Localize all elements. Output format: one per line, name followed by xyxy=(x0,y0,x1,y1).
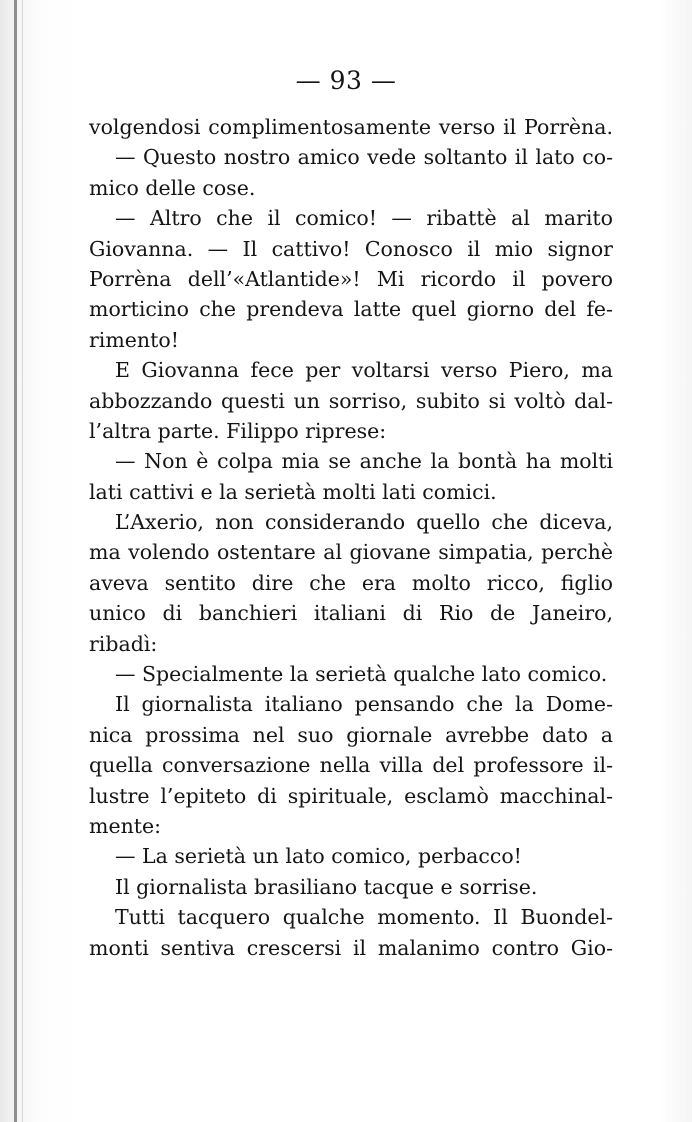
body-text xyxy=(89,112,613,963)
text-line: — Questo nostro amico vede soltanto il lato co- xyxy=(115,145,613,170)
page-number: — 93 — xyxy=(295,66,397,95)
text-line: volgendosi complimentosamente verso il Porrèna. xyxy=(89,115,613,139)
text-line: unico di banchieri italiani di Rio de Janeiro, xyxy=(89,601,613,626)
text-line: Porrèna dell’«Atlantide»! Mi ricordo il povero xyxy=(89,266,613,291)
text-line: ma volendo ostentare al giovane simpatia, perchè xyxy=(89,540,613,565)
text-line: Giovanna. — Il cattivo! Conosco il mio signor xyxy=(89,236,613,261)
text-line: abbozzando questi un sorriso, subito si voltò dal- xyxy=(89,388,613,413)
text-line: mico delle cose. xyxy=(89,175,256,200)
text-line: — Altro che il comico! — ribattè al marito xyxy=(115,206,613,231)
text-line: morticino che prendeva latte quel giorno del fe- xyxy=(89,297,613,322)
binding-edge xyxy=(14,0,17,1122)
text-line: mente: xyxy=(89,813,162,838)
binding-edge-shadow xyxy=(22,0,23,1122)
text-line: — Non è colpa mia se anche la bontà ha molti xyxy=(115,449,613,474)
text-line: L’Axerio, non considerando quello che diceva, xyxy=(115,510,613,535)
text-line: rimento! xyxy=(89,327,179,352)
text-line: nica prossima nel suo giornale avrebbe dato a xyxy=(89,722,613,747)
text-line: Il giornalista brasiliano tacque e sorrise. xyxy=(115,874,538,899)
text-line: lustre l’epiteto di spirituale, esclamò macchinal- xyxy=(89,783,613,808)
text-line: Tutti tacquero qualche momento. Il Buondel- xyxy=(115,905,613,930)
text-line: quella conversazione nella villa del professore il- xyxy=(89,753,613,778)
text-line: ribadì: xyxy=(89,631,158,656)
text-line: Il giornalista italiano pensando che la Dome- xyxy=(115,692,613,717)
text-line: E Giovanna fece per voltarsi verso Piero, ma xyxy=(115,358,613,383)
text-line: — Specialmente la serietà qualche lato comico. xyxy=(115,662,608,687)
text-line: l’altra parte. Filippo riprese: xyxy=(89,418,387,443)
text-line: aveva sentito dire che era molto ricco, figlio xyxy=(89,570,613,595)
text-line: lati cattivi e la serietà molti lati comici. xyxy=(89,479,497,504)
text-line: — La serietà un lato comico, perbacco! xyxy=(115,844,522,869)
text-line: monti sentiva crescersi il malanimo contro Gio- xyxy=(89,935,613,960)
